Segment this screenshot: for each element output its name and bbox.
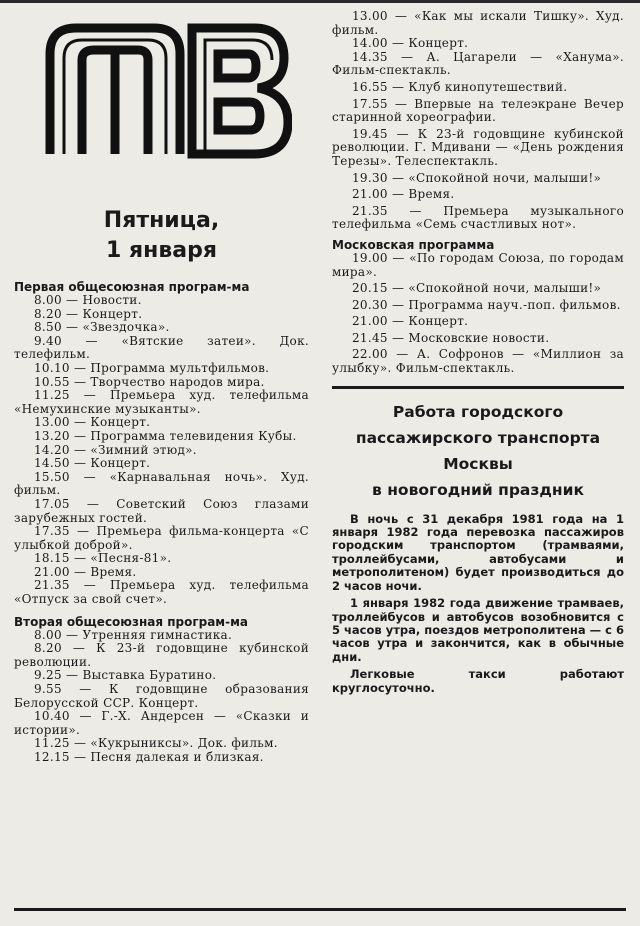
schedule-entry: 12.15 — Песня далекая и близкая. <box>34 750 264 764</box>
schedule-entry: 13.00 — «Как мы искали Тишку». Худ. фильм. <box>332 9 624 37</box>
schedule-entry: 14.20 — «Зимний этюд». <box>34 442 197 457</box>
schedule-entry: 17.55 — Впервые на телеэкране Вечер старинной хореографии. <box>332 96 624 125</box>
program-title-first: Первая общесоюзная програм-ма <box>14 280 250 294</box>
schedule-entry: 21.00 — Время. <box>352 187 455 202</box>
schedule-entry: 19.30 — «Спокойной ночи, малыши!» <box>352 170 602 185</box>
schedule-entry: 10.55 — Творчество народов мира. <box>34 374 265 389</box>
schedule-entry: 21.00 — Время. <box>34 564 137 579</box>
schedule-entry: 17.05 — Советский Союз глазами зарубежных гостей. <box>14 496 309 525</box>
schedule-entry: 13.00 — Концерт. <box>34 415 151 430</box>
transport-title-line: Москвы <box>443 454 513 473</box>
schedule-entry: 19.00 — «По городам Союза, по городам мира». <box>332 250 624 279</box>
schedule-entry: 16.55 — Клуб кинопутешествий. <box>352 79 568 94</box>
schedule-entry: 9.40 — «Вятские затеи». Док. телефильм. <box>14 333 309 362</box>
schedule-entry: 21.35 — Премьера худ. телефильма «Отпуск за свой счет». <box>14 578 309 607</box>
date: 1 января <box>106 238 217 263</box>
day-heading <box>14 206 309 266</box>
schedule-entry: 20.15 — «Спокойной ночи, малыши!» <box>352 281 602 296</box>
transport-title-line: Работа городского <box>392 402 564 421</box>
schedule-entry: 10.40 — Г.-Х. Андерсен — «Сказки и истории». <box>14 709 309 737</box>
top-border <box>0 0 640 3</box>
program-title-moscow: Московская программа <box>332 237 495 252</box>
schedule-entry: 9.25 — Выставка Буратино. <box>34 668 217 683</box>
schedule-entry: 14.00 — Концерт. <box>352 36 469 51</box>
schedule-entry: 21.45 — Московские новости. <box>352 330 550 345</box>
bottom-border <box>14 908 626 911</box>
schedule-entry: 21.00 — Концерт. <box>352 314 469 329</box>
schedule-entry: 8.20 — Концерт. <box>34 306 143 321</box>
schedule-entry: 10.10 — Программа мультфильмов. <box>34 360 270 375</box>
program-list-first <box>14 294 309 607</box>
program-list-moscow <box>332 252 624 376</box>
schedule-entry: 15.50 — «Карнавальная ночь». Худ. фильм. <box>14 469 309 498</box>
transport-paragraph: В ночь с 31 декабря 1981 года на 1 января 1982 года перевозка пассажиров городским транспортом (трамваями, троллейбусами, автобусами и метрополитеном) будет производиться до 2 часов ночи. <box>332 511 624 593</box>
transport-paragraph: Легковые такси работают круглосуточно. <box>332 667 624 695</box>
schedule-entry: 17.35 — Премьера фильма-концерта «С улыбкой доброй». <box>14 524 309 552</box>
schedule-entry: 8.00 — Утренняя гимнастика. <box>34 627 233 642</box>
left-column <box>14 14 309 765</box>
schedule-entry: 20.30 — Программа науч.-поп. фильмов. <box>352 297 621 312</box>
weekday: Пятница, <box>103 208 220 233</box>
transport-title <box>332 399 624 503</box>
schedule-entry: 19.45 — К 23-й годовщине кубинской революции. Г. Мдивани — «День рождения Терезы». Телеспектакль. <box>332 126 624 168</box>
right-column <box>332 10 624 699</box>
schedule-entry: 22.00 — А. Софронов — «Миллион за улыбку». Фильм-спектакль. <box>332 347 624 376</box>
schedule-entry: 14.50 — Концерт. <box>34 456 151 471</box>
transport-paragraph: 1 января 1982 года движение трамваев, троллейбусов и автобусов возобновится с 5 часов утра, поездов метрополитена — с 6 часов утра и закончится, как в обычные дни. <box>332 596 624 664</box>
tv-logo-graphic <box>42 14 292 164</box>
transport-title-line: пассажирского транспорта <box>355 428 601 447</box>
program-list-second-continued <box>332 10 624 232</box>
schedule-entry: 18.15 — «Песня-81». <box>34 551 172 566</box>
program-title-second: Вторая общесоюзная програм-ма <box>14 614 248 629</box>
schedule-entry: 8.20 — К 23-й годовщине кубинской революции. <box>14 641 309 669</box>
section-divider <box>332 386 624 389</box>
schedule-entry: 14.35 — А. Цагарели — «Ханума». Фильм-спектакль. <box>332 49 624 78</box>
schedule-entry: 11.25 — Премьера худ. телефильма «Немухинские музыканты». <box>14 388 309 416</box>
transport-title-line: в новогодний праздник <box>372 480 584 499</box>
program-list-second <box>14 629 309 765</box>
schedule-entry: 8.50 — «Звездочка». <box>34 320 170 335</box>
schedule-entry: 8.00 — Новости. <box>34 293 142 307</box>
schedule-entry: 9.55 — К годовщине образования Белорусской ССР. Концерт. <box>14 682 309 710</box>
schedule-entry: 11.25 — «Кукрыниксы». Док. фильм. <box>34 736 278 751</box>
tv-logo <box>42 14 309 174</box>
schedule-entry: 21.35 — Премьера музыкального телефильма «Семь счастливых нот». <box>332 203 624 232</box>
schedule-entry: 13.20 — Программа телевидения Кубы. <box>34 428 297 443</box>
